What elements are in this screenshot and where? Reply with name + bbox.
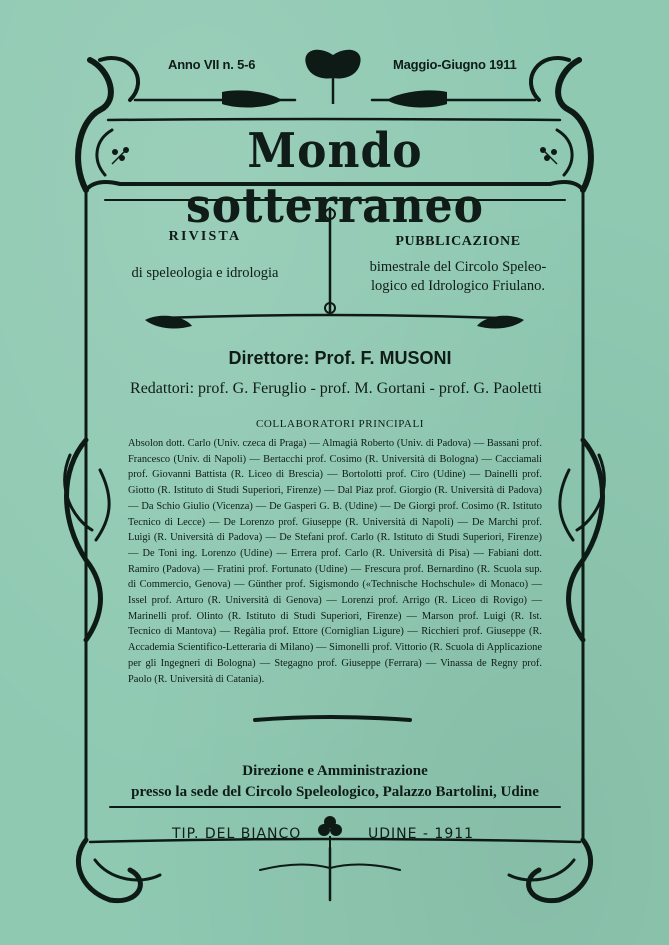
collaborators-list: Absolon dott. Carlo (Univ. czeca di Praga) — Almagià Roberto (Univ. di Padova) — Bassani prof. Francesco (Univ. di Napoli) — Bertacchi prof. Cosimo (R. Università di Bologna) — Cacciamali prof. Giovanni Battista (R. Liceo di Brescia) — Bortolotti prof. Ciro (Udine) — Dainelli prof. Giotto (R. Istituto di Studi Superiori, Firenze) — Dal Piaz prof. Giorgio (R. Università di Padova) — Da Schio Giulio (Vicenza) — De Gasperi G. B. (Udine) — De Giorgi prof. Cosimo (R. Istituto Tecnico di Lecce) — De Lorenzo prof. Giuseppe (R. Università di Napoli) — De Marchi prof. Luigi (R. Università di Padova) — De Stefani prof. Carlo (R. Istituto di Studi Superiori, Firenze) — De Toni ing. Lorenzo (Udine) — Errera prof. Carlo (R. Università di Pisa) — Fabiani dott. Ramiro (Padova) — Fratini prof. Fortunato (Udine) — Frescura prof. Bernardino (R. Scuola sup. di Commercio, Genova) — Günther prof. Sigismondo («Technische Hochschule» di Monaco) — Issel prof. Arturo (R. Università di Genova) — Lorenzi prof. Arrigo (R. Liceo di Rovigo) — Marinelli prof. Olinto (R. Istituto di Studi Superiori, Firenze) — Marson prof. Luigi (R. Ist. Tecnico di Mantova) — Regàlia prof. Ettore (Corniglian Ligure) — Ricchieri prof. Giuseppe (R. Accademia Scientifico-Letteraria di Milano) — Simonelli prof. Vittorio (R. Scuola di Applicazione per gli Ingegneri di Bologna) — Stegagno prof. Giuseppe (Ferrara) — Vinassa de Regny prof. Paolo (R. Università di Catania).: [128, 438, 542, 685]
issue-date: Maggio-Giugno 1911: [393, 57, 517, 72]
left-column-heading: RIVISTA: [168, 229, 242, 244]
issue-number: Anno VII n. 5-6: [168, 57, 256, 72]
director: Direttore: Prof. F. MUSONI: [228, 348, 452, 368]
editors: Redattori: prof. G. Feruglio - prof. M. Gortani - prof. G. Paoletti: [130, 380, 542, 397]
right-column-line-1: bimestrale del Circolo Speleo-: [369, 259, 547, 275]
administration-address: presso la sede del Circolo Speleologico, Palazzo Bartolini, Udine: [131, 784, 539, 800]
right-column-line-2: logico ed Idrologico Friulano.: [371, 278, 545, 294]
sprig-right-icon: [540, 147, 557, 164]
collaborators-heading: COLLABORATORI PRINCIPALI: [255, 418, 425, 430]
clover-icon: [318, 816, 342, 848]
print-place-year: UDINE - 1911: [368, 826, 475, 842]
left-column-subtitle: di speleologia e idrologia: [131, 265, 279, 281]
magazine-title: Mondo sotterraneo: [186, 123, 484, 235]
flower-ornament-icon: [305, 50, 360, 104]
printer-name: TIP. DEL BIANCO: [172, 826, 302, 842]
administration-heading: Direzione e Amministrazione: [242, 763, 428, 779]
right-column-heading: PUBBLICAZIONE: [395, 234, 521, 249]
sprig-left-icon: [112, 147, 129, 164]
